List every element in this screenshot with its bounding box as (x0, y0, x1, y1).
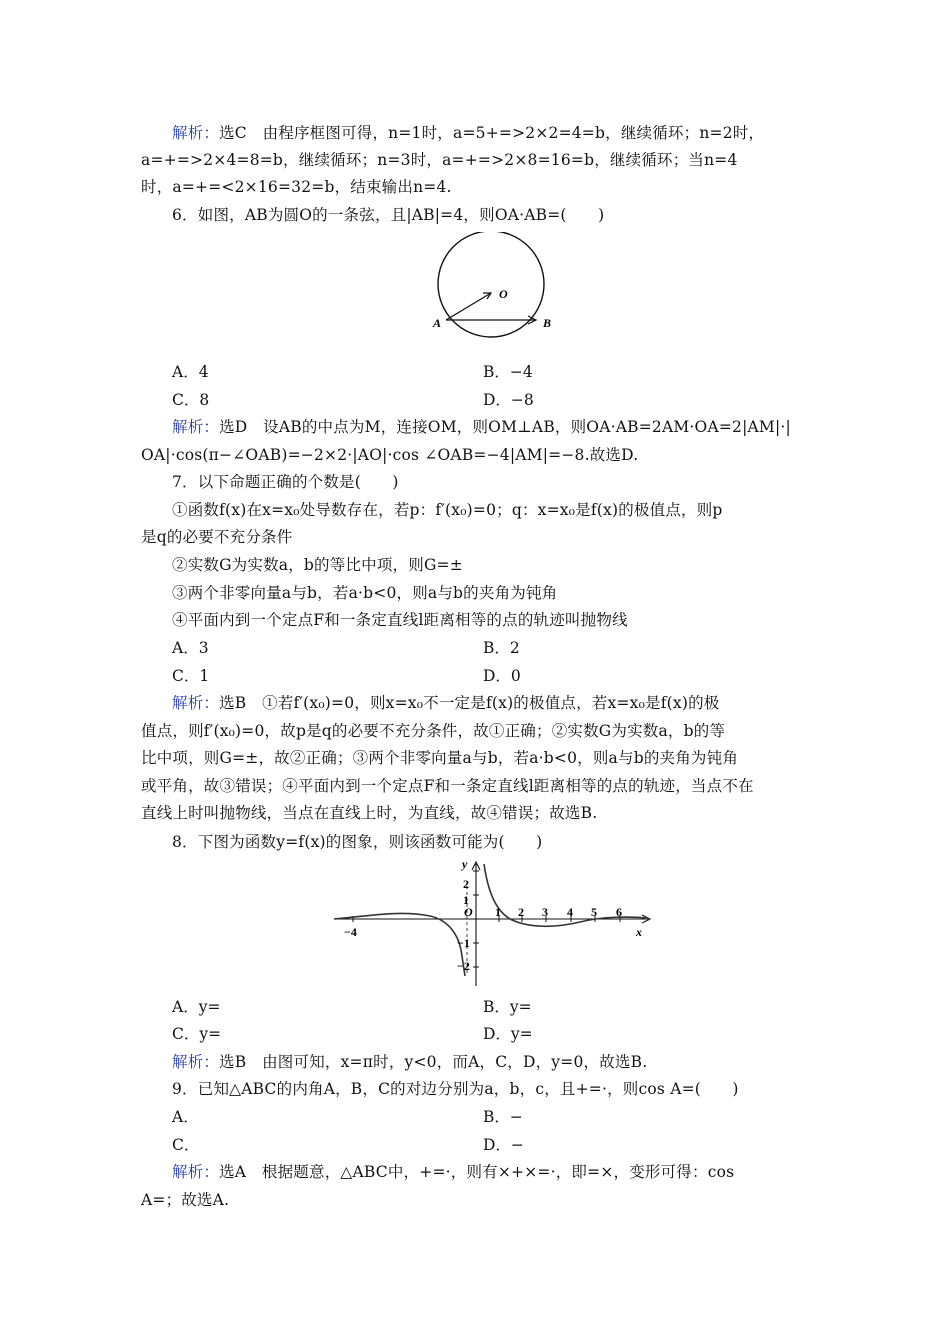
q8-stem: 8．下图为函数y=f(x)的图象，则该函数可能为( ) (172, 833, 543, 851)
q9-solution-line-1: 解析：选A 根据题意，△ABC中，+=·，则有×+×=·，即=×，变形可得：cos (172, 1163, 735, 1181)
y-axis-label: y (462, 858, 468, 871)
q7-item-3: ③两个非零向量a与b，若a·b<0，则a与b的夹角为钝角 (172, 584, 558, 602)
q7-item-4: ④平面内到一个定点F和一条定直线l距离相等的点的轨迹叫抛物线 (172, 611, 628, 629)
q6-option-d: D．−8 (483, 391, 534, 409)
q8-solution-line-1: 解析：选B 由图可知，x=π时，y<0，而A，C，D，y=0，故选B. (172, 1053, 648, 1071)
label-a: A (433, 316, 442, 330)
circle-figure (425, 232, 565, 338)
segment-ao (446, 293, 491, 320)
q5-solution-line-3: 时，a=+=<2×16=32=b，结束输出n=4. (141, 178, 452, 196)
q8-option-d: D．y= (483, 1025, 533, 1043)
y-tick-label: 1 (463, 893, 469, 907)
q9-option-a: A． (172, 1108, 199, 1126)
q6-option-a: A．4 (172, 363, 209, 381)
solution-label: 解析： (172, 1163, 220, 1181)
y-tick-label: −2 (457, 959, 470, 973)
origin-label: O (464, 905, 473, 919)
solution-label: 解析： (172, 418, 220, 436)
q6-option-b: B．−4 (483, 363, 533, 381)
q7-option-d: D．0 (483, 667, 521, 685)
x-tick-label: 6 (616, 905, 622, 919)
q7-solution-line-3: 比中项，则G=±，故②正确；③两个非零向量a与b，若a·b<0，则a与b的夹角为钝角 (141, 749, 739, 767)
x-tick-label: 3 (542, 905, 548, 919)
x-tick-label: 1 (495, 905, 501, 919)
curve-left-branch (334, 913, 465, 976)
q7-item-1-cont: 是q的必要不充分条件 (141, 528, 293, 546)
label-b: B (543, 316, 552, 330)
circle-o (438, 232, 544, 337)
y-tick-label: −1 (457, 936, 470, 950)
solution-label: 解析： (172, 694, 220, 712)
q9-solution-line-2: A=；故选A. (141, 1191, 230, 1209)
q7-solution-line-2: 值点，则f′(x₀)=0，故p是q的必要不充分条件，故①正确；②实数G为实数a，b的等 (141, 722, 726, 740)
x-tick-label: 2 (518, 905, 524, 919)
q8-option-c: C．y= (172, 1025, 222, 1043)
y-tick-label: 2 (463, 877, 469, 891)
q9-stem: 9．已知△ABC的内角A，B，C的对边分别为a，b，c，且+=·，则cos A=( ) (172, 1080, 739, 1098)
q6-option-c: C．8 (172, 391, 210, 409)
solution-label: 解析： (172, 1053, 220, 1071)
q7-item-1: ①函数f(x)在x=x₀处导数存在，若p：f′(x₀)=0；q：x=x₀是f(x)的极值点，则p (172, 501, 723, 519)
q7-solution-line-5: 直线上时叫抛物线，当点在直线上时，为直线，故④错误；故选B. (141, 804, 598, 822)
q5-solution-line-2: a=+=>2×4=8=b，继续循环；n=3时，a=+=>2×8=16=b，继续循环；当n=4 (141, 151, 738, 169)
q7-item-2: ②实数G为实数a，b的等比中项，则G=± (172, 556, 463, 574)
q6-solution-line-2: OA|·cos(π−∠OAB)=−2×2·|AO|·cos ∠OAB=−4|AM|=−8.故选D. (141, 446, 639, 464)
q7-solution-line-1: 解析：选B ①若f′(x₀)=0，则x=x₀不一定是f(x)的极值点，若x=x₀是f(x)的极 (172, 694, 720, 712)
x-tick-label: 5 (591, 905, 597, 919)
q7-solution-line-4: 或平角，故③错误；④平面内到一个定点F和一条定直线l距离相等的点的轨迹，当点不在 (141, 777, 754, 795)
x-axis-label: x (636, 925, 642, 939)
q7-option-c: C．1 (172, 667, 210, 685)
q9-option-d: D．− (483, 1136, 524, 1154)
x-tick-label: 4 (567, 905, 573, 919)
q9-option-c: C． (172, 1136, 200, 1154)
q5-solution-line-1: 解析：选C 由程序框图可得，n=1时，a=5+=>2×2=4=b，继续循环；n=2时， (172, 124, 765, 142)
label-o: O (499, 287, 508, 301)
function-graph (330, 858, 660, 990)
q8-option-a: A．y= (172, 998, 221, 1016)
q8-option-b: B．y= (483, 998, 532, 1016)
solution-label: 解析： (172, 124, 220, 142)
q7-stem: 7．以下命题正确的个数是( ) (172, 473, 399, 491)
x-tick-label: −4 (344, 925, 357, 939)
q6-solution-line-1: 解析：选D 设AB的中点为M，连接OM，则OM⊥AB，则OA·AB=2AM·OA=2|AM|·| (172, 418, 791, 436)
q9-option-b: B．− (483, 1108, 523, 1126)
q7-option-a: A．3 (172, 639, 209, 657)
q7-option-b: B．2 (483, 639, 520, 657)
q6-stem: 6．如图，AB为圆O的一条弦，且|AB|=4，则OA·AB=( ) (172, 206, 605, 224)
